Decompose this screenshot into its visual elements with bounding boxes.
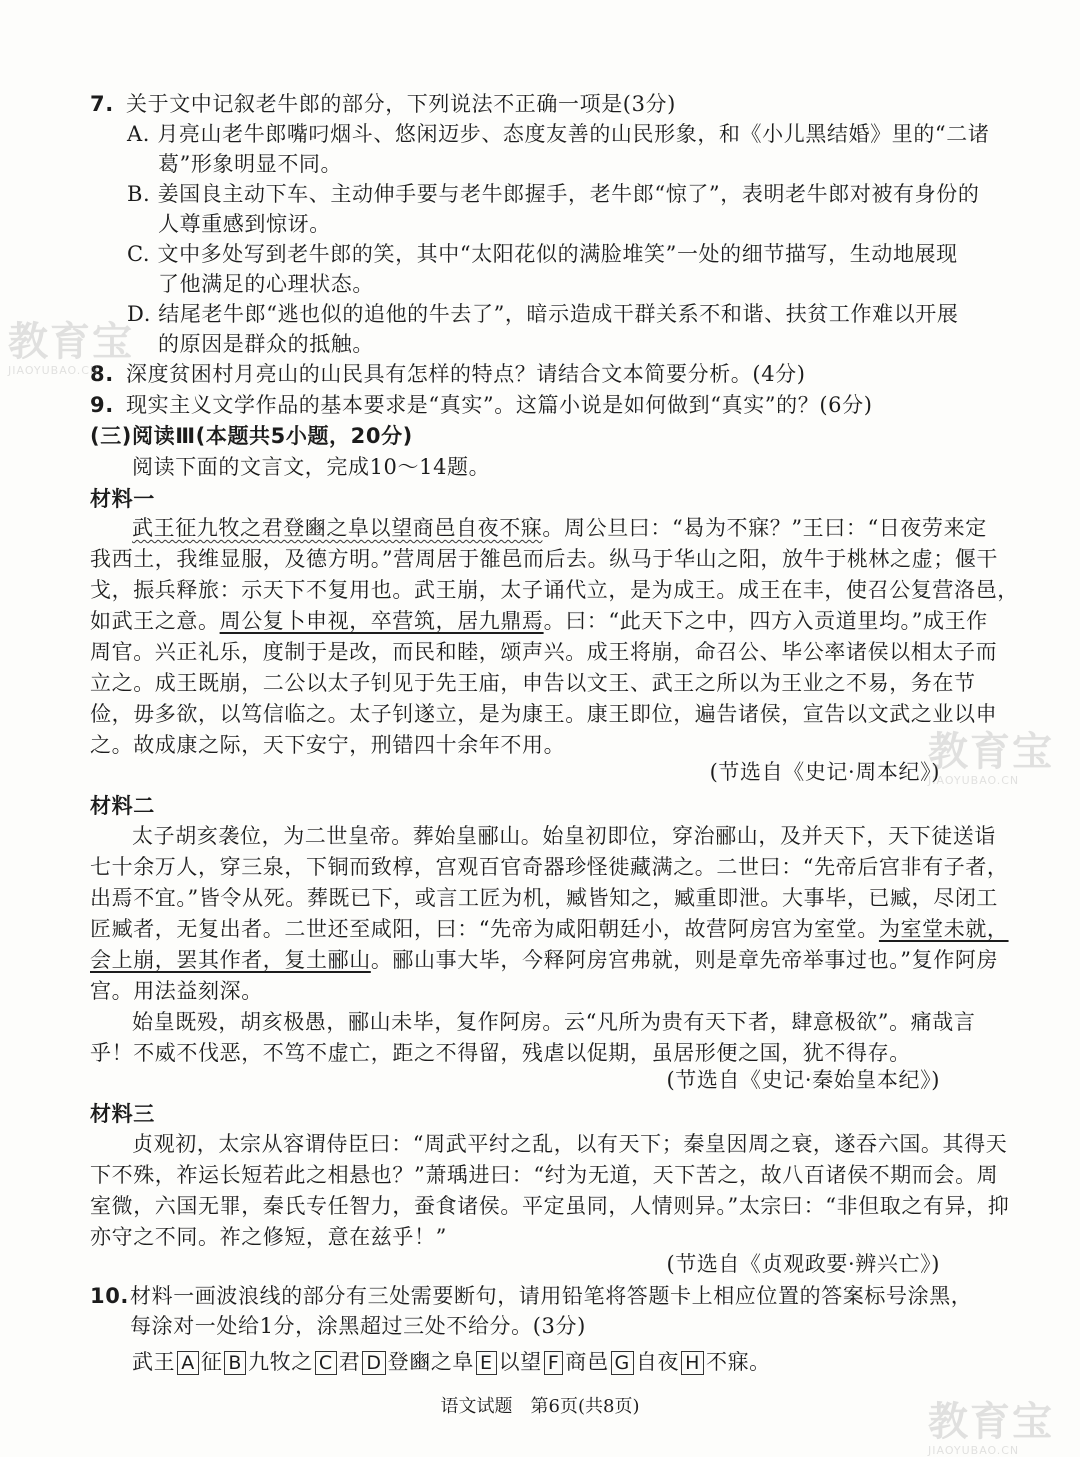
option-c-line2: 了他满足的心理状态。	[158, 272, 374, 296]
watermark-logo: 教育宝 JIAOYUBAO.CN	[928, 1399, 1054, 1457]
watermark-logo: 教育宝 JIAOYUBAO.CN	[928, 729, 1054, 787]
answer-option-d: D	[362, 1351, 385, 1375]
answer-option-e: E	[476, 1351, 497, 1375]
material-2-source: (节选自《史记·秦始皇本纪》)	[666, 1068, 940, 1092]
answer-text-segment: 登豳之阜	[387, 1350, 474, 1374]
question-number: 10.	[90, 1284, 130, 1308]
option-a-line2: 葛”形象明显不同。	[158, 152, 343, 176]
question-10-line2: 每涂对一处给1分，涂黑超过三处不给分。(3分)	[130, 1314, 586, 1338]
material-1-title: 材料一	[90, 487, 155, 511]
material-3-line: 亦守之不同。祚之修短，意在兹乎！”	[90, 1225, 447, 1249]
material-1-line: 周官。兴正礼乐，度制于是改，而民和睦，颂声兴。成王将崩，命召公、毕公率诸侯以相太子而	[90, 640, 998, 664]
answer-text-segment: 九牧之	[248, 1350, 313, 1374]
material-2-line: 始皇既殁，胡亥极愚，郦山未毕，复作阿房。云“凡所为贵有天下者，肆意极欲”。痛哉言	[132, 1010, 976, 1034]
material-3-line: 下不殊，祚运长短若此之相悬也？”萧瑀进曰：“纣为无道，天下苦之，故八百诸侯不期而会。周	[90, 1163, 999, 1187]
material-1-line: 之。故成康之际，天下安宁，刑错四十余年不用。	[90, 733, 566, 757]
option-d-line2: 的原因是群众的抵触。	[158, 332, 374, 356]
material-1-line: 如武王之意。周公复卜申视，卒营筑，居九鼎焉。曰：“此天下之中，四方入贡道里均。”成王作	[90, 609, 988, 633]
answer-option-c: C	[315, 1351, 337, 1375]
material-1-line: 俭，毋多欲，以笃信临之。太子钊遂立，是为康王。康王即位，遍告诸侯，宣告以文武之业以申	[90, 702, 998, 726]
underlined-sentence: 为室堂未就，	[878, 917, 1009, 941]
section-intro: 阅读下面的文言文，完成10～14题。	[132, 455, 491, 479]
answer-option-a: A	[177, 1351, 199, 1375]
answer-option-f: F	[544, 1351, 564, 1375]
material-2-line: 七十余万人，穿三泉，下铜而致椁，宫观百官奇器珍怪徙藏满之。二世曰：“先帝后宫非有子者，	[90, 855, 1009, 879]
material-3-line: 贞观初，太宗从容谓侍臣曰：“周武平纣之乱，以有天下；秦皇因周之衰，遂吞六国。其得天	[132, 1132, 1008, 1156]
material-1-source: (节选自《史记·周本纪》)	[709, 760, 940, 784]
page-footer: 语文试题 第6页(共8页)	[440, 1396, 640, 1417]
option-b-line2: 人尊重感到惊讶。	[158, 212, 331, 236]
material-2-line: 出焉不宜。”皆令从死。葬既已下，或言工匠为机，臧皆知之，臧重即泄。大事毕，已臧，尽闭工	[90, 886, 999, 910]
answer-option-row	[132, 1348, 771, 1376]
option-b-line1: B. 姜国良主动下车、主动伸手要与老牛郎握手，老牛郎“惊了”，表明老牛郎对被有身份的	[127, 182, 980, 206]
material-2-line: 会上崩，罢其作者，复土郦山。郦山事大毕，今释阿房宫弗就，则是章先帝举事过也。”复作阿房	[90, 948, 999, 972]
watermark-logo: 教育宝 JIAOYUBAO.CN	[8, 319, 134, 377]
answer-option-b: B	[224, 1351, 246, 1375]
answer-option-h: H	[681, 1351, 704, 1375]
material-3-line: 室微，六国无罪，秦氏专任智力，蚕食诸侯。平定虽同，人情则异。”太宗曰：“非但取之有异，抑	[90, 1194, 1010, 1218]
material-2-line: 匠臧者，无复出者。二世还至咸阳，曰：“先帝为咸阳朝廷小，故营阿房宫为室堂。为室堂未就，	[90, 917, 1009, 941]
answer-option-g: G	[611, 1351, 634, 1375]
underlined-sentence: 会上崩，罢其作者，复土郦山	[90, 948, 371, 972]
material-1-line: 戈，振兵释旅：示天下不复用也。武王崩，太子诵代立，是为成王。成王在丰，使召公复营洛邑，	[90, 578, 1019, 602]
option-a-line1: A. 月亮山老牛郎嘴叼烟斗、悠闲迈步、态度友善的山民形象，和《小儿黑结婚》里的“二诸	[127, 122, 990, 146]
answer-text-segment: 武王	[132, 1350, 176, 1374]
question-number: 7.	[90, 92, 114, 116]
question-text: 现实主义文学作品的基本要求是“真实”。这篇小说是如何做到“真实”的？(6分)	[126, 393, 873, 417]
material-2-line: 宫。用法益刻深。	[90, 979, 263, 1003]
question-text: 深度贫困村月亮山的山民具有怎样的特点？请结合文本简要分析。(4分)	[126, 362, 806, 386]
underlined-sentence: 周公复卜申视，卒营筑，居九鼎焉	[219, 609, 544, 633]
material-2-line: 乎！不威不伐恶，不笃不虚亡，距之不得留，残虐以促期，虽居形便之国，犹不得存。	[90, 1041, 911, 1065]
question-number: 9.	[90, 393, 114, 417]
option-d-line1: D. 结尾老牛郎“逃也似的追他的牛去了”，暗示造成干群关系不和谐、扶贫工作难以开展	[127, 302, 959, 326]
material-1-line: 立之。成王既崩，二公以太子钊见于先王庙，申告以文王、武王之所以为王业之不易，务在节	[90, 671, 976, 695]
section-title: (三)阅读Ⅲ(本题共5小题，20分)	[90, 424, 413, 448]
answer-text-segment: 商邑	[565, 1350, 609, 1374]
question-number: 8.	[90, 362, 114, 386]
material-3-source: (节选自《贞观政要·辨兴亡》)	[666, 1252, 940, 1276]
answer-text-segment: 征	[200, 1350, 223, 1374]
answer-text-segment: 自夜	[635, 1350, 680, 1374]
question-9	[90, 391, 873, 419]
option-c-line1: C. 文中多处写到老牛郎的笑，其中“太阳花似的满脸堆笑”一处的细节描写，生动地展现	[127, 242, 958, 266]
question-7	[90, 90, 676, 118]
answer-text-segment: 君	[338, 1350, 361, 1374]
material-1-line: 武王征九牧之君登豳之阜以望商邑自夜不寐。周公旦曰：“曷为不寐？”王曰：“日夜劳来定	[132, 516, 987, 540]
material-3-title: 材料三	[90, 1102, 155, 1126]
answer-text-segment: 以望	[498, 1350, 542, 1374]
question-text: 材料一画波浪线的部分有三处需要断句，请用铅笔将答题卡上相应位置的答案标号涂黑，	[130, 1284, 973, 1308]
wavy-underlined-passage: 武王征九牧之君登豳之阜以望商邑自夜不寐	[132, 516, 543, 540]
material-1-line: 我西土，我维显服，及德方明。”营周居于雒邑而后去。纵马于华山之阳，放牛于桃林之虚；偃干	[90, 547, 999, 571]
material-2-title: 材料二	[90, 794, 155, 818]
answer-text-segment: 不寐。	[705, 1350, 771, 1374]
question-stem: 关于文中记叙老牛郎的部分，下列说法不正确一项是(3分)	[126, 92, 676, 116]
question-8	[90, 360, 806, 388]
material-2-line: 太子胡亥袭位，为二世皇帝。葬始皇郦山。始皇初即位，穿治郦山，及并天下，天下徒送诣	[132, 824, 996, 848]
question-10	[90, 1282, 972, 1310]
